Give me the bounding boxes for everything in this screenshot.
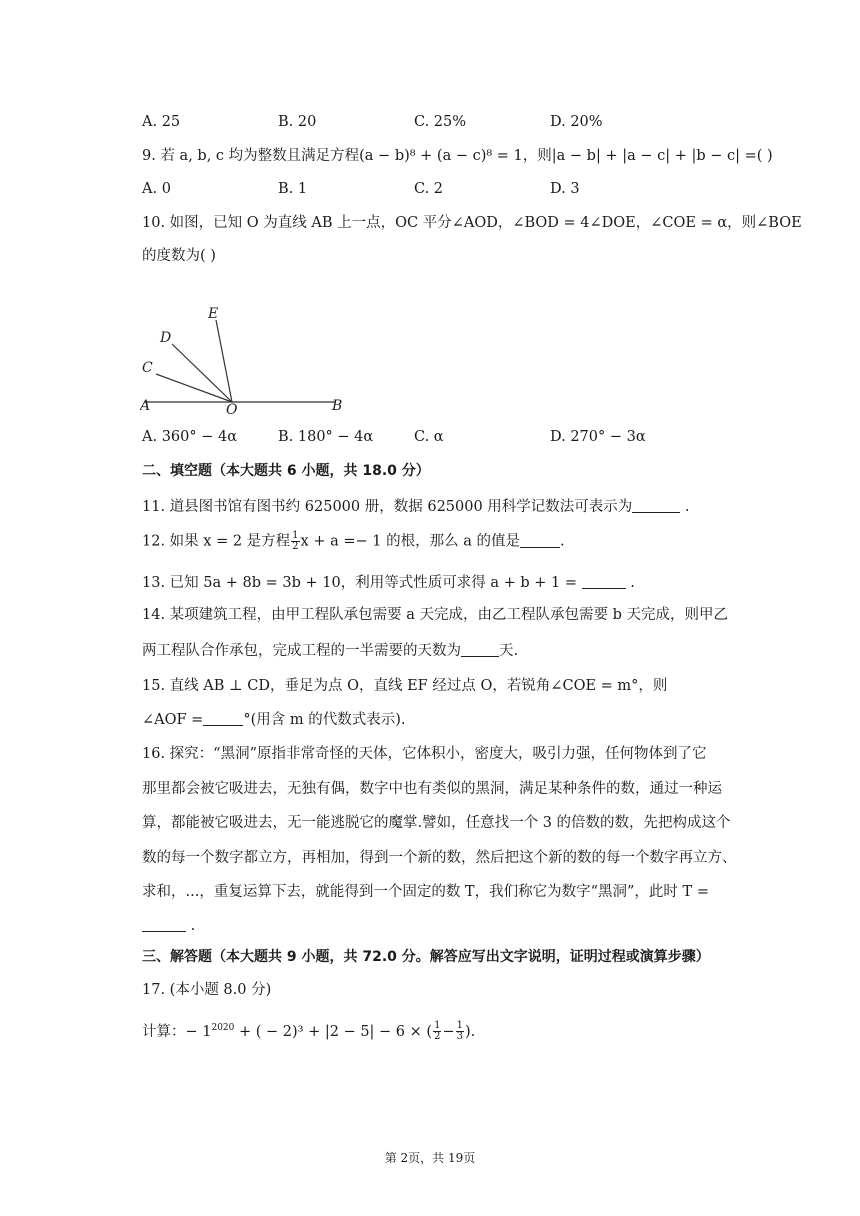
q9-text: 9. 若 a, b, c 均为整数且满足方程(a − b)⁸ + (a − c)⁸ = 1，则|a − b| + |a − c| + |b − c| =( ): [142, 148, 773, 164]
q17-minus: −: [442, 1023, 455, 1040]
q17-expression: [142, 1018, 475, 1042]
q14-line2: [142, 641, 518, 661]
q12-fraction: [291, 531, 299, 552]
q17-post: ).: [464, 1023, 476, 1040]
q10-line1: 10. 如图，已知 O 为直线 AB 上一点，OC 平分∠AOD，∠BOD = 4∠DOE，∠COE = α，则∠BOE: [142, 215, 802, 231]
q12: [142, 531, 565, 552]
label-a: A: [140, 398, 151, 414]
q13: [142, 573, 635, 593]
q17-fraction-2: [456, 1021, 464, 1042]
q8-option-d: D. 20%: [550, 114, 603, 130]
page-footer: 第 2页，共 19页: [384, 1151, 476, 1165]
q10-option-d: D. 270° − 3α: [550, 429, 646, 445]
q11: [142, 497, 690, 517]
label-e: E: [208, 306, 219, 322]
q17-fraction-1: [433, 1021, 441, 1042]
q9-option-c: C. 2: [414, 181, 444, 197]
q14-tail: 天.: [499, 643, 519, 659]
q10-options: [142, 427, 762, 447]
q17-f2-den: 3: [456, 1031, 463, 1043]
q12-answer-blank[interactable]: [520, 533, 560, 548]
q8-options: [142, 112, 762, 132]
label-o: O: [226, 402, 238, 418]
q10-option-b: B. 180° − 4α: [278, 429, 374, 445]
section-2-heading: 二、填空题（本大题共 6 小题，共 18.0 分）: [142, 463, 430, 479]
q13-tail: .: [625, 575, 635, 591]
label-d: D: [160, 330, 172, 346]
q17-header: 17. (本小题 8.0 分): [142, 982, 272, 998]
q17-pre: 计算：− 1: [142, 1023, 212, 1040]
q12-post: x + a =− 1 的根，那么 a 的值是: [300, 533, 520, 550]
ray-oc: [156, 374, 232, 402]
q15-line2-post: °(用含 m 的代数式表示).: [243, 712, 406, 728]
q16-line6: [142, 916, 195, 936]
q8-option-b: B. 20: [278, 114, 317, 130]
q13-answer-blank[interactable]: [582, 574, 626, 589]
q11-tail: .: [680, 499, 690, 515]
q12-tail: .: [559, 533, 565, 550]
q16-line2: 那里都会被它吸进去，无独有偶，数字中也有类似的黑洞，满足某种条件的数，通过一种运: [142, 781, 722, 797]
q9-option-a: A. 0: [142, 181, 171, 197]
q17-f1-num: 1: [434, 1020, 441, 1032]
q10-option-a: A. 360° − 4α: [142, 429, 238, 445]
q17-mid: + ( − 2)³ + |2 − 5| − 6 × (: [234, 1023, 433, 1040]
q17-f2-num: 1: [456, 1020, 463, 1032]
section-3-heading: 三、解答题（本大题共 9 小题，共 72.0 分。解答应写出文字说明，证明过程或演算步骤）: [142, 949, 710, 965]
q8-option-c: C. 25%: [414, 114, 467, 130]
q16-answer-blank[interactable]: [142, 917, 186, 932]
q16-line4: 数的每一个数字都立方，再相加，得到一个新的数，然后把这个新的数的每一个数字再立方、: [142, 850, 737, 866]
q11-answer-blank[interactable]: [632, 498, 680, 513]
label-b: B: [332, 398, 343, 414]
q9-option-d: D. 3: [550, 181, 580, 197]
q14-line2-text: 两工程队合作承包，完成工程的一半需要的天数为: [142, 643, 461, 659]
q10-line2: 的度数为( ): [142, 248, 216, 264]
q16-tail: .: [186, 918, 196, 934]
q15-answer-blank[interactable]: [203, 711, 243, 726]
q16-line1: 16. 探究：“黑洞”原指非常奇怪的天体，它体积小，密度大，吸引力强，任何物体到了它: [142, 746, 707, 762]
ray-oe: [216, 320, 232, 402]
q15-line1: 15. 直线 AB ⊥ CD，垂足为点 O，直线 EF 经过点 O，若锐角∠COE = m°，则: [142, 678, 668, 694]
q16-line5: 求和，...，重复运算下去，就能得到一个固定的数 T，我们称它为数字“黑洞”，此时 T =: [142, 884, 709, 900]
q11-text: 11. 道县图书馆有图书约 625000 册，数据 625000 用科学记数法可表示为: [142, 499, 633, 515]
q9-options: [142, 179, 762, 199]
q12-frac-num: 1: [292, 530, 299, 541]
q8-option-a: A. 25: [142, 114, 181, 130]
q13-text: 13. 已知 5a + 8b = 3b + 10，利用等式性质可求得 a + b + 1 =: [142, 575, 582, 591]
q12-pre: 12. 如果 x = 2 是方程: [142, 533, 291, 550]
q10-option-c: C. α: [414, 429, 444, 445]
ray-od: [172, 344, 232, 402]
angle-figure: [140, 300, 360, 420]
q16-line3: 算，都能被它吸进去，无一能逃脱它的魔掌.譬如，任意找一个 3 的倍数的数，先把构成这个: [142, 815, 731, 831]
q15-line2-pre: ∠AOF =: [142, 712, 204, 728]
q12-frac-den: 2: [292, 541, 299, 552]
q17-exponent: 2020: [211, 1023, 235, 1033]
q14-answer-blank[interactable]: [461, 642, 499, 657]
q15-line2: [142, 710, 405, 730]
q14-line1: 14. 某项建筑工程，由甲工程队承包需要 a 天完成，由乙工程队承包需要 b 天完成，则甲乙: [142, 607, 729, 623]
q17-f1-den: 2: [434, 1031, 441, 1043]
q9-option-b: B. 1: [278, 181, 308, 197]
label-c: C: [142, 360, 153, 376]
